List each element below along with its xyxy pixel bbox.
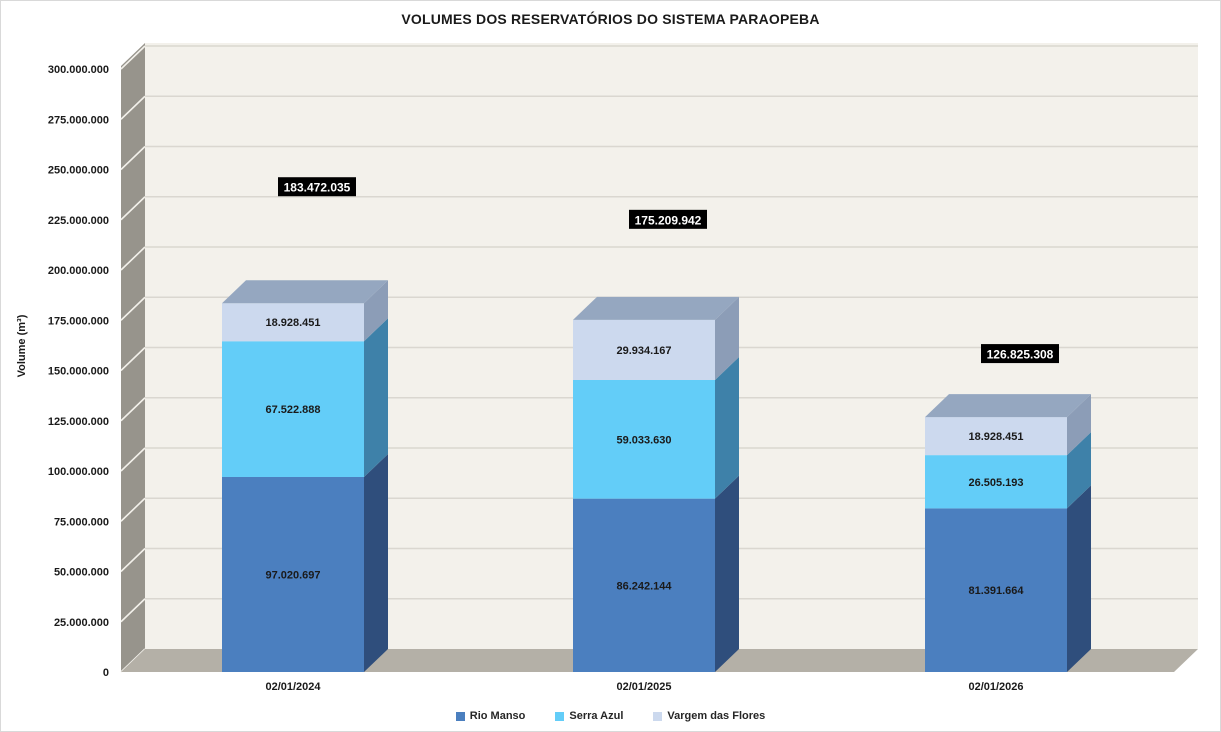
y-tick-label: 225.000.000 bbox=[47, 214, 109, 227]
y-tick-label: 50.000.000 bbox=[53, 566, 109, 579]
stacked-bar-3d-chart bbox=[1, 1, 1221, 732]
segment-label-serra-azul-2025: 59.033.630 bbox=[616, 434, 672, 447]
chart-title: VOLUMES DOS RESERVATÓRIOS DO SISTEMA PARAOPEBA bbox=[401, 11, 820, 27]
total-label-2025: 175.209.942 bbox=[634, 213, 702, 228]
x-tick-label: 02/01/2026 bbox=[968, 681, 1024, 693]
y-tick-label: 300.000.000 bbox=[47, 64, 109, 76]
total-label-2024: 183.472.035 bbox=[283, 180, 351, 195]
segment-label-rio-manso-2024: 97.020.697 bbox=[265, 569, 321, 582]
bar-side-rio-manso-2026 bbox=[1067, 485, 1091, 672]
bar-top-2026 bbox=[925, 394, 1091, 417]
legend-swatch-serra-azul bbox=[555, 712, 564, 721]
bar-top-2024 bbox=[222, 280, 388, 303]
y-tick-label: 75.000.000 bbox=[53, 516, 109, 529]
segment-label-vargem-das-flores-2024: 18.928.451 bbox=[265, 317, 321, 330]
segment-label-rio-manso-2026: 81.391.664 bbox=[968, 585, 1024, 598]
legend-item-rio-manso bbox=[456, 710, 526, 722]
segment-label-serra-azul-2026: 26.505.193 bbox=[968, 476, 1024, 489]
y-tick-label: 200.000.000 bbox=[47, 265, 109, 277]
bar-top-2025 bbox=[573, 297, 739, 320]
segment-label-vargem-das-flores-2025: 29.934.167 bbox=[616, 344, 672, 357]
y-tick-label: 175.000.000 bbox=[47, 315, 109, 328]
y-axis-title: Volume (m³) bbox=[16, 314, 28, 378]
y-tick-label: 25.000.000 bbox=[53, 616, 109, 629]
legend-label: Vargem das Flores bbox=[667, 710, 766, 722]
segment-label-rio-manso-2025: 86.242.144 bbox=[616, 580, 672, 593]
segment-label-serra-azul-2024: 67.522.888 bbox=[265, 404, 321, 417]
segment-label-vargem-das-flores-2026: 18.928.451 bbox=[968, 431, 1024, 444]
legend-swatch-rio-manso bbox=[456, 712, 465, 721]
bar-side-serra-azul-2025 bbox=[715, 357, 739, 499]
y-tick-label: 150.000.000 bbox=[47, 365, 109, 378]
y-tick-label: 0 bbox=[102, 667, 109, 679]
y-tick-label: 275.000.000 bbox=[47, 114, 109, 127]
legend-item-vargem-das-flores bbox=[653, 710, 765, 722]
bar-side-serra-azul-2024 bbox=[364, 318, 388, 477]
legend bbox=[1, 710, 1220, 722]
y-tick-label: 250.000.000 bbox=[47, 164, 109, 177]
y-axis-rail bbox=[121, 43, 145, 672]
y-tick-label: 100.000.000 bbox=[47, 466, 109, 478]
bar-side-rio-manso-2024 bbox=[364, 454, 388, 672]
legend-item-serra-azul bbox=[555, 710, 623, 722]
bar-side-rio-manso-2025 bbox=[715, 476, 739, 672]
x-tick-label: 02/01/2024 bbox=[265, 681, 321, 693]
total-label-2026: 126.825.308 bbox=[986, 347, 1054, 362]
x-tick-label: 02/01/2025 bbox=[616, 681, 672, 693]
y-tick-label: 125.000.000 bbox=[47, 415, 109, 428]
legend-label: Serra Azul bbox=[569, 710, 624, 722]
legend-label: Rio Manso bbox=[469, 710, 526, 722]
legend-swatch-vargem-das-flores bbox=[653, 712, 662, 721]
